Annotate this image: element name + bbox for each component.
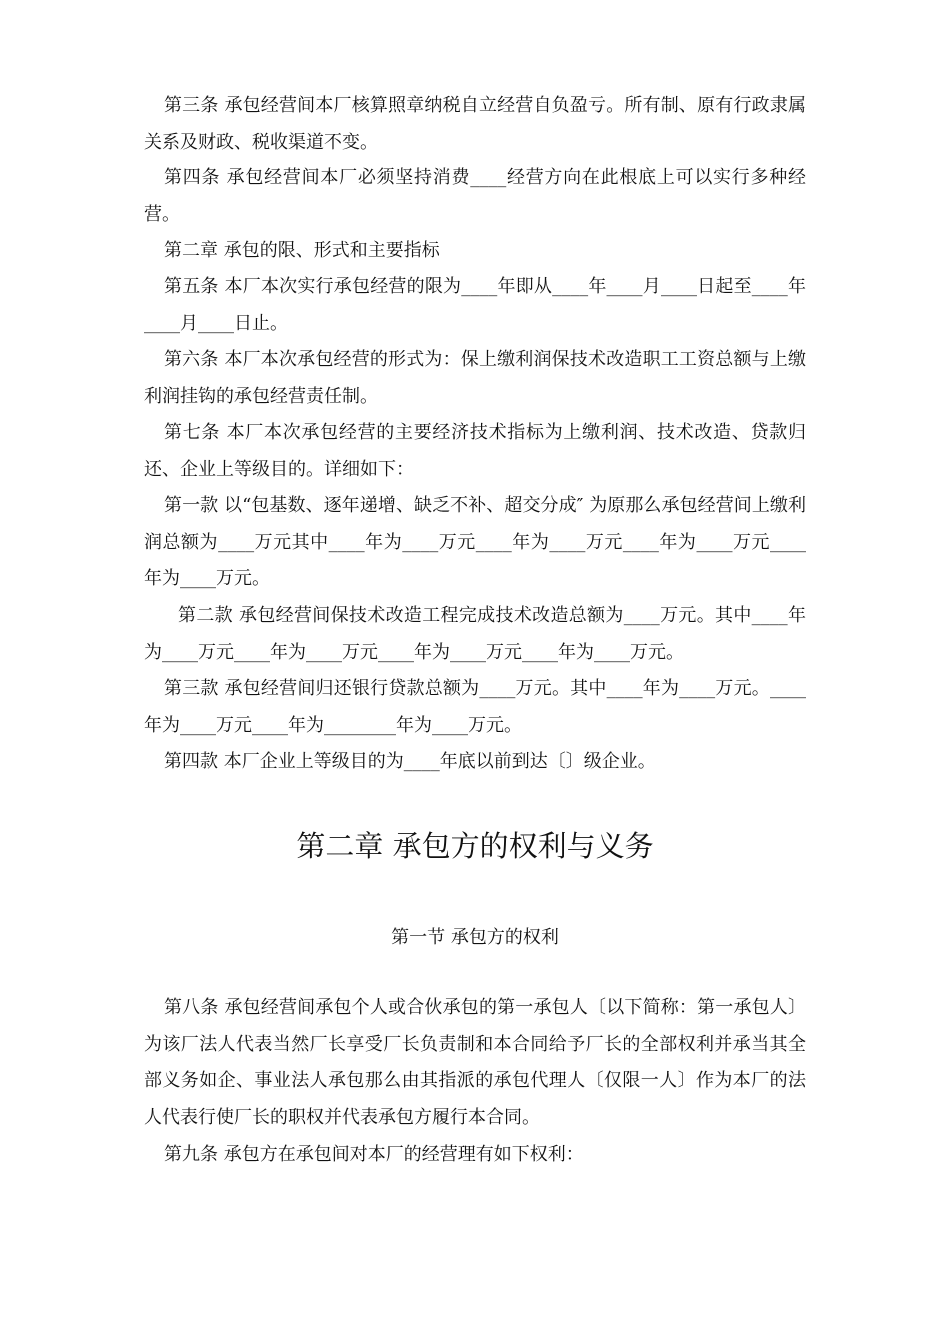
clause-2: 第二款 承包经营间保技术改造工程完成技术改造总额为____万元。其中____年为____万元____年为____万元____年为____万元____年为____万元。: [144, 605, 806, 663]
clause-4: 第四款 本厂企业上等级目的为____年底以前到达〔〕级企业。: [164, 751, 656, 772]
article-3: 第三条 承包经营间本厂核算照章纳税自立经营自负盈亏。所有制、原有行政隶属关系及财政、税收渠道不变。: [144, 95, 806, 153]
article-7: 第七条 本厂本次承包经营的主要经济技术指标为上缴利润、技术改造、贷款归还、企业上等级目的。详细如下：: [144, 422, 806, 480]
clause-1: 第一款 以“包基数、逐年递增、缺乏不补、超交分成″ 为原那么承包经营间上缴利润总额为____万元其中____年为____万元____年为____万元____年为____万元____年为____万元。: [144, 495, 806, 589]
article-9: 第九条 承包方在承包间对本厂的经营理有如下权利：: [164, 1144, 584, 1165]
chapter-title: 第二章 承包方的权利与义务: [296, 829, 654, 863]
article-6: 第六条 本厂本次承包经营的形式为：保上缴利润保技术改造职工工资总额与上缴利润挂钩的承包经营责任制。: [144, 349, 806, 407]
article-4: 第四条 承包经营间本厂必须坚持消费____经营方向在此根底上可以实行多种经营。: [144, 167, 806, 225]
article-5: 第五条 本厂本次实行承包经营的限为____年即从____年____月____日起至____年____月____日止。: [144, 276, 806, 334]
chapter-2-subheading: 第二章 承包的限、形式和主要指标: [164, 240, 440, 261]
section-title: 第一节 承包方的权利: [391, 927, 559, 948]
clause-3: 第三款 承包经营间归还银行贷款总额为____万元。其中____年为____万元。____年为____万元____年为________年为____万元。: [144, 678, 806, 736]
article-8: 第八条 承包经营间承包个人或合伙承包的第一承包人〔以下简称：第一承包人〕为该厂法人代表当然厂长享受厂长负责制和本合同给予厂长的全部权利并承当其全部义务如企、事业法人承包那么由其指派的承包代理人〔仅限一人〕作为本厂的法人代表行使厂长的职权并代表承包方履行本合同。: [144, 997, 806, 1128]
